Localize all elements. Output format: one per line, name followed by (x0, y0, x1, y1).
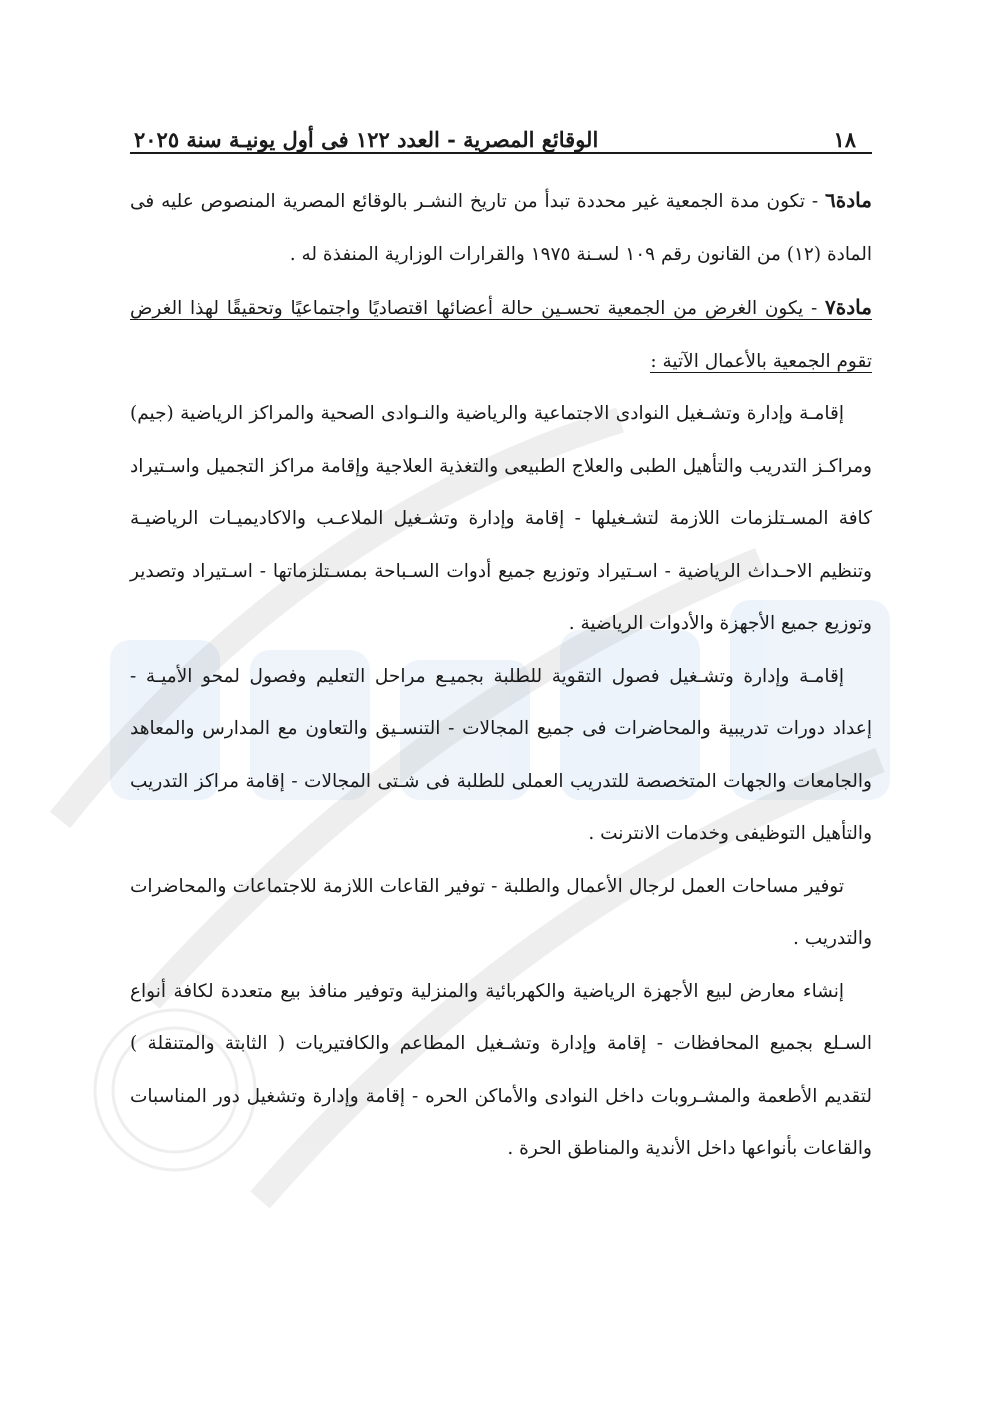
paragraph-3: توفير مساحات العمل لرجال الأعمال والطلبة - توفير القاعات اللازمة للاجتماعات والمحاضرات والتدريب . (130, 875, 872, 949)
article-7-text: - يكون الغرض من الجمعية تحسـين حالة أعضائها اقتصاديًا واجتماعيًا وتحقيقًا لهذا الغرض تقوم الجمعية بالأعمال الآتية : (130, 298, 872, 372)
article-7 (130, 281, 872, 388)
article-6-text: - تكون مدة الجمعية غير محددة تبدأ من تاريخ النشـر بالوقائع المصرية المنصوص عليه فى المادة (١٢) من القانون رقم ١٠٩ لسـنة ١٩٧٥ والقرارات الوزارية المنفذة له . (130, 191, 872, 265)
paragraph-2: إقامـة وإدارة وتشـغيل فصول التقوية للطلبة بجميـع مراحل التعليم وفصول لمحو الأميـة - إعداد دورات تدريبية والمحاضرات فى جميع المجالات - التنسـيق والتعاون مع المدارس والمعاهد والجامعات والجهات المتخصصة للتدريب العملى للطلبة فى شـتى المجالات - إقامة مراكز التدريب والتأهيل التوظيفى وخدمات الانترنت . (130, 665, 872, 844)
paragraph-1: إقامـة وإدارة وتشـغيل النوادى الاجتماعية والرياضية والنـوادى الصحية والمراكز الرياضية (جيم) ومراكـز التدريب والتأهيل الطبى والعلاج الطبيعى والتغذية العلاجية وإقامة مراكز التجميل واسـتيراد كافة المسـتلزمات اللازمة لتشـغيلها - إقامة وإدارة وتشـغيل الملاعـب والاكاديميـات الرياضيـة وتنظيم الاحـداث الرياضية - اسـتيراد وتوزيع جميع أدوات السـباحة بمسـتلزماتها - اسـتيراد وتصدير وتوزيع جميع الأجهزة والأدوات الرياضية . (130, 403, 872, 634)
page-number: ١٨ (833, 127, 856, 152)
header-title: الوقائع المصرية - العدد ١٢٢ فى أول يونيـة سنة ٢٠٢٥ (134, 127, 599, 152)
page-header (130, 108, 872, 154)
document-body (130, 174, 872, 1176)
article-6-title: مادة٦ (825, 188, 872, 212)
article-7-underlined (130, 295, 872, 373)
paragraph-4: إنشاء معارض لبيع الأجهزة الرياضية والكهربائية والمنزلية وتوفير منافذ بيع متعددة لكافة أنواع السـلع بجميع المحافظات - إقامة وإدارة وتشـغيل المطاعم والكافتيريات ( الثابتة والمتنقلة ) لتقديم الأطعمة والمشـروبات داخل النوادى والأماكن الحره - إقامة وإدارة وتشغيل دور المناسبات والقاعات بأنواعها داخل الأندية والمناطق الحرة . (130, 980, 872, 1159)
article-6 (130, 174, 872, 281)
document-page (130, 108, 872, 1176)
article-7-title: مادة٧ (825, 295, 872, 319)
